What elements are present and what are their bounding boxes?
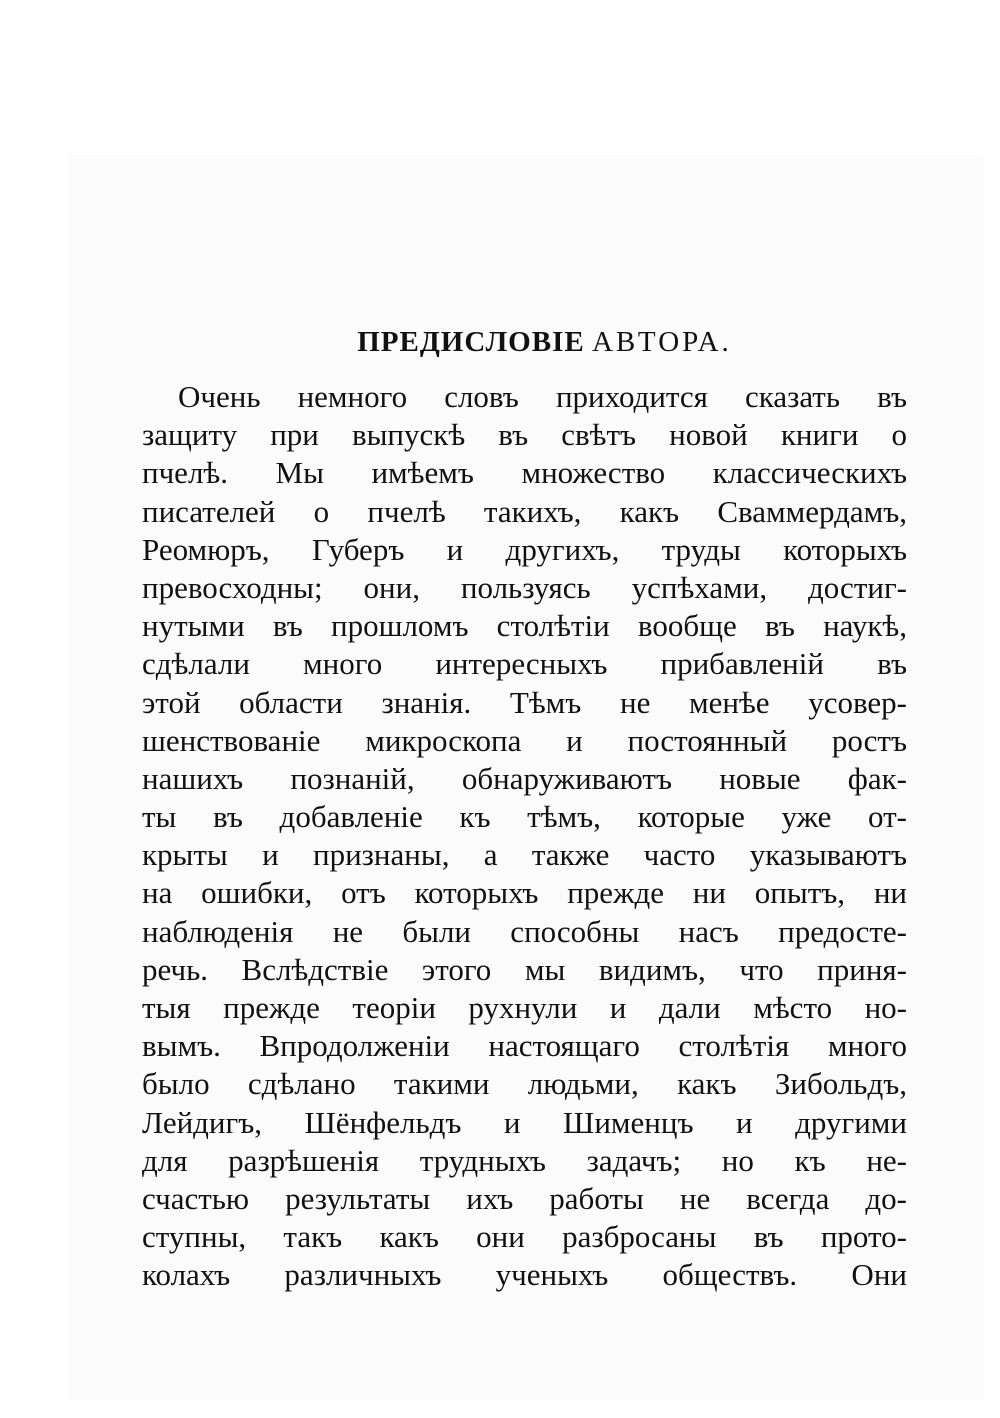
page-title (142, 320, 907, 364)
text-line: тыя прежде теоріи рухнули и дали мѣсто но- (142, 990, 907, 1025)
text-line: Очень немного словъ приходится сказать въ (178, 379, 907, 414)
text-line: защиту при выпускѣ въ свѣтъ новой книги о (142, 417, 907, 453)
title-bold-word: ПРЕДИСЛОВІЕ (357, 326, 585, 358)
text-line: ступны, такъ какъ они разбросаны въ прото- (142, 1219, 907, 1255)
text-line: счастью результаты ихъ работы не всегда до- (142, 1180, 907, 1216)
text-line: колахъ различныхъ ученыхъ обществъ. Они (142, 1257, 907, 1293)
text-line: шенствованіе микроскопа и постоянный ростъ (142, 722, 907, 758)
page-content (142, 320, 907, 1295)
text-line: нутыми въ прошломъ столѣтіи вообще въ наукѣ, (142, 608, 907, 644)
text-line: Лейдигъ, Шёнфельдъ и Шименцъ и другими (142, 1104, 907, 1140)
text-line: на ошибки, отъ которыхъ прежде ни опытъ, ни (142, 875, 907, 911)
text-line: наблюденія не были способны насъ предосте- (142, 913, 907, 949)
text-line: нашихъ познаній, обнаруживаютъ новые фак- (142, 760, 907, 796)
text-line: для разрѣшенія трудныхъ задачъ; но къ не- (142, 1142, 907, 1178)
text-line: Реомюръ, Губеръ и другихъ, труды которыхъ (142, 531, 907, 567)
text-line: этой области знанія. Тѣмъ не менѣе усовер- (142, 684, 907, 720)
text-line: вымъ. Впродолженіи настоящаго столѣтія много (142, 1028, 907, 1064)
text-line: речь. Вслѣдствіе этого мы видимъ, что приня- (142, 951, 907, 987)
text-line: превосходны; они, пользуясь успѣхами, достиг- (142, 569, 907, 605)
text-line: пчелѣ. Мы имѣемъ множество классическихъ (142, 455, 907, 491)
text-line: писателей о пчелѣ такихъ, какъ Сваммердамъ, (142, 493, 907, 529)
text-line: ты въ добавленіе къ тѣмъ, которые уже от- (142, 799, 907, 835)
preface-paragraph (142, 378, 907, 1295)
title-regular-word: АВТОРА. (591, 326, 732, 358)
text-line: сдѣлали много интересныхъ прибавленій въ (142, 646, 907, 682)
text-line: крыты и признаны, а также часто указываютъ (142, 837, 907, 873)
text-line: было сдѣлано такими людьми, какъ Зибольдъ, (142, 1066, 907, 1102)
